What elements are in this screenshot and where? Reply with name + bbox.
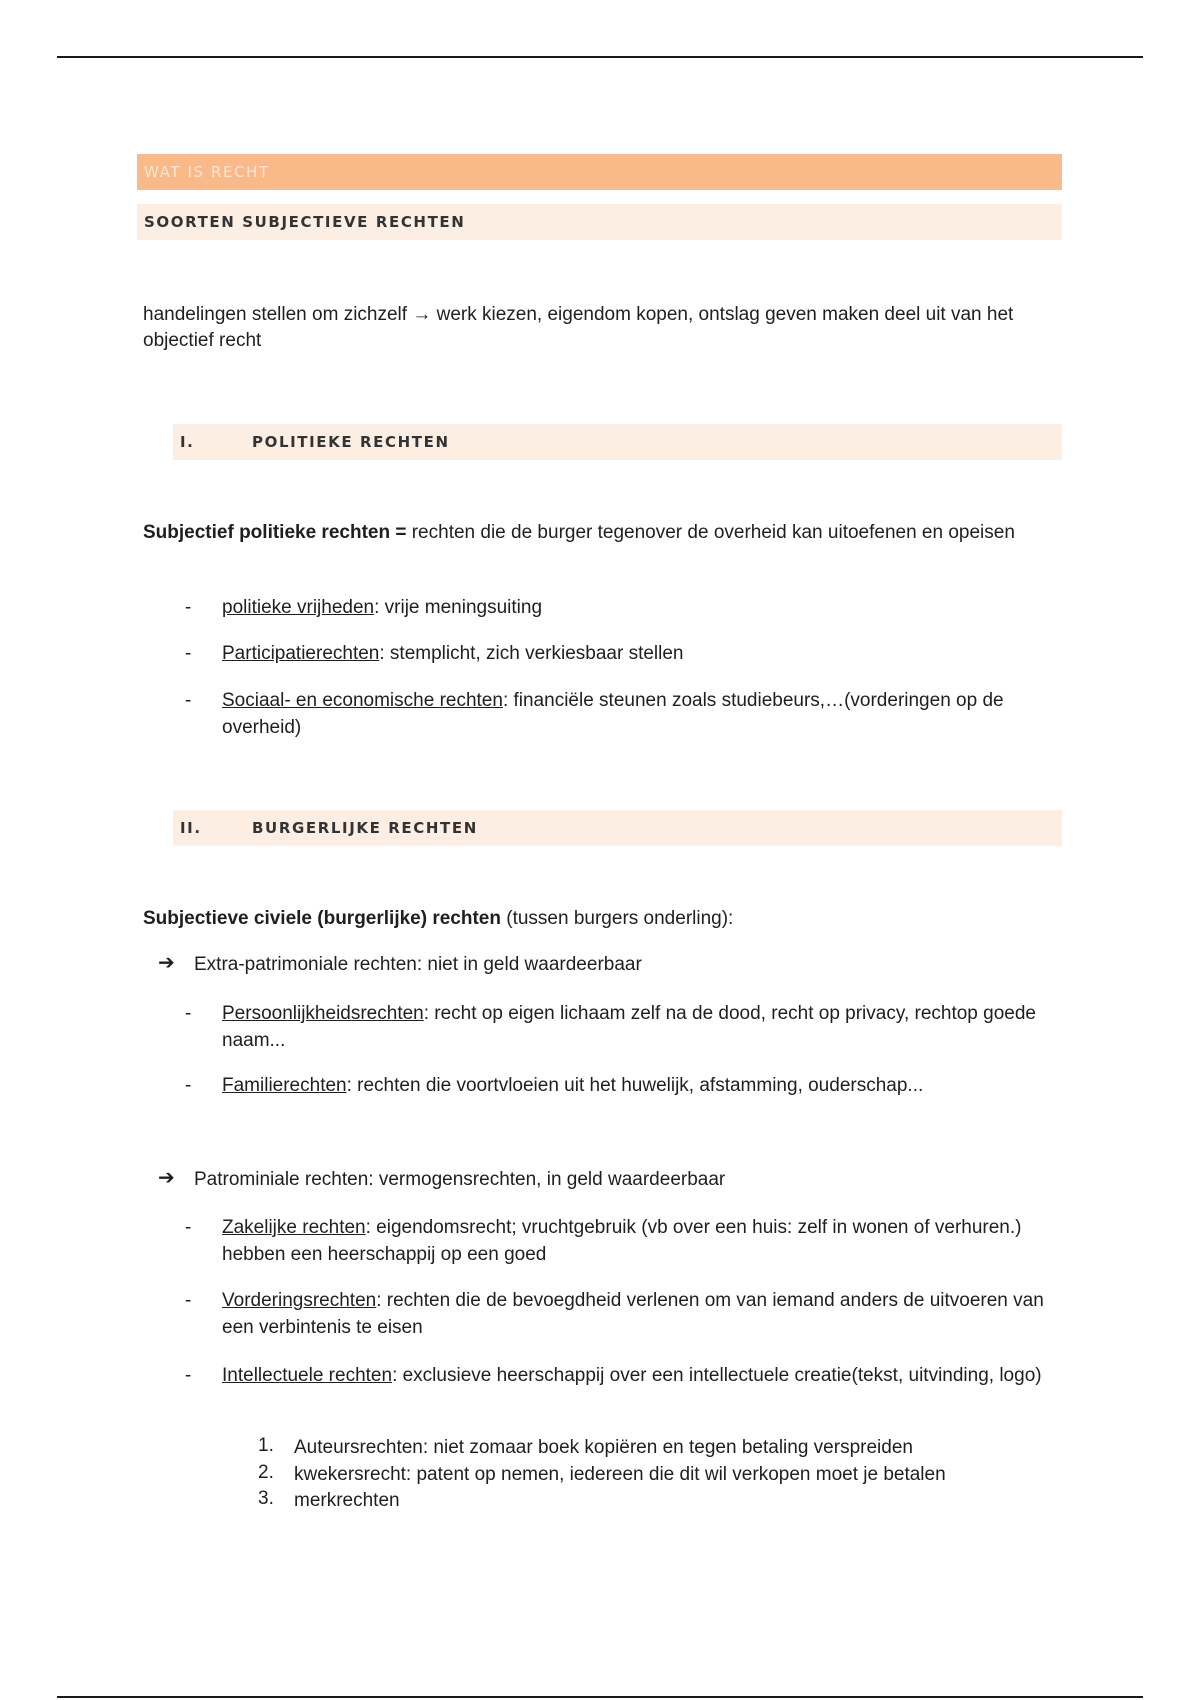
ordered-number: 1. (258, 1435, 274, 1456)
section-heading-civil (173, 810, 1062, 846)
bullet-dash: - (185, 597, 192, 618)
arrow-icon: ➔ (158, 1167, 175, 1189)
political-definition (143, 520, 1063, 546)
page-title: WAT IS RECHT (137, 154, 1062, 190)
definition-text: (tussen burgers onderling): (500, 908, 734, 929)
list-item (222, 1000, 1062, 1054)
definition-term: Subjectief politieke rechten = (143, 522, 407, 543)
list-item-term: Sociaal- en economische rechten (222, 690, 503, 711)
list-item (222, 1287, 1062, 1341)
civil-definition (143, 905, 1063, 933)
arrow-icon: ➔ (158, 952, 175, 974)
section-title: POLITIEKE RECHTEN (252, 433, 450, 451)
list-item (222, 1072, 1062, 1099)
top-rule (57, 56, 1143, 58)
list-item-text: : rechten die de bevoegdheid verlenen om van iemand anders de uitvoeren van een verbintenis te eisen (222, 1290, 1044, 1338)
list-item (222, 687, 1062, 741)
list-item-text: : eigendomsrecht; vruchtgebruik (vb over een huis: zelf in wonen of verhuren.) hebben een heerschappij op een goed (222, 1217, 1022, 1265)
list-item-term: politieke vrijheden (222, 597, 375, 618)
ordered-item: kwekersrecht: patent op nemen, iedereen die dit wil verkopen moet je betalen (294, 1464, 946, 1485)
section-number: I. (180, 433, 195, 451)
list-item-term: Participatierechten (222, 643, 380, 664)
ordered-item: merkrechten (294, 1490, 400, 1511)
ordered-item: Auteursrechten: niet zomaar boek kopiëren en tegen betaling verspreiden (294, 1437, 913, 1458)
list-item-text: : financiële steunen zoals studiebeurs,…(vorderingen op de overheid) (222, 690, 1004, 738)
page-subtitle: SOORTEN SUBJECTIEVE RECHTEN (137, 204, 1062, 240)
bullet-dash: - (185, 1075, 192, 1096)
list-item-text: : rechten die voortvloeien uit het huwelijk, afstamming, ouderschap... (346, 1075, 924, 1096)
list-item-text: : stemplicht, zich verkiesbaar stellen (379, 643, 684, 664)
list-item-term: Zakelijke rechten (222, 1217, 366, 1238)
intro-paragraph: handelingen stellen om zichzelf → werk kiezen, eigendom kopen, ontslag geven maken deel uit van het objectief recht (143, 304, 1014, 351)
list-item-term: Familierechten (222, 1075, 347, 1096)
bullet-dash: - (185, 1003, 192, 1024)
list-item-term: Intellectuele rechten (222, 1365, 393, 1386)
list-item-term: Persoonlijkheidsrechten (222, 1003, 424, 1024)
ordered-number: 2. (258, 1462, 274, 1483)
bullet-dash: - (185, 1290, 192, 1311)
list-item-text: : exclusieve heerschappij over een intellectuele creatie(tekst, uitvinding, logo) (392, 1365, 1042, 1386)
list-item-text: : recht op eigen lichaam zelf na de dood, recht op privacy, rechtop goede naam... (222, 1003, 1036, 1051)
definition-term: Subjectieve civiele (burgerlijke) rechten (143, 908, 501, 929)
list-item-term: Vorderingsrechten (222, 1290, 377, 1311)
section-heading-political (173, 424, 1062, 460)
group-label: Patrominiale rechten: vermogensrechten, in geld waardeerbaar (194, 1169, 726, 1190)
section-title: BURGERLIJKE RECHTEN (252, 819, 478, 837)
list-item (222, 640, 1062, 667)
bullet-dash: - (185, 643, 192, 664)
bullet-dash: - (185, 1365, 192, 1386)
list-item (222, 1214, 1062, 1268)
bullet-dash: - (185, 1217, 192, 1238)
ordered-number: 3. (258, 1488, 274, 1509)
group-label: Extra-patrimoniale rechten: niet in geld waardeerbaar (194, 954, 642, 975)
bottom-rule (57, 1696, 1143, 1698)
list-item (222, 594, 1062, 621)
section-number: II. (180, 819, 202, 837)
bullet-dash: - (185, 690, 192, 711)
list-item (222, 1362, 1062, 1389)
definition-text: rechten die de burger tegenover de overheid kan uitoefenen en opeisen (406, 522, 1015, 543)
list-item-text: : vrije meningsuiting (374, 597, 543, 618)
